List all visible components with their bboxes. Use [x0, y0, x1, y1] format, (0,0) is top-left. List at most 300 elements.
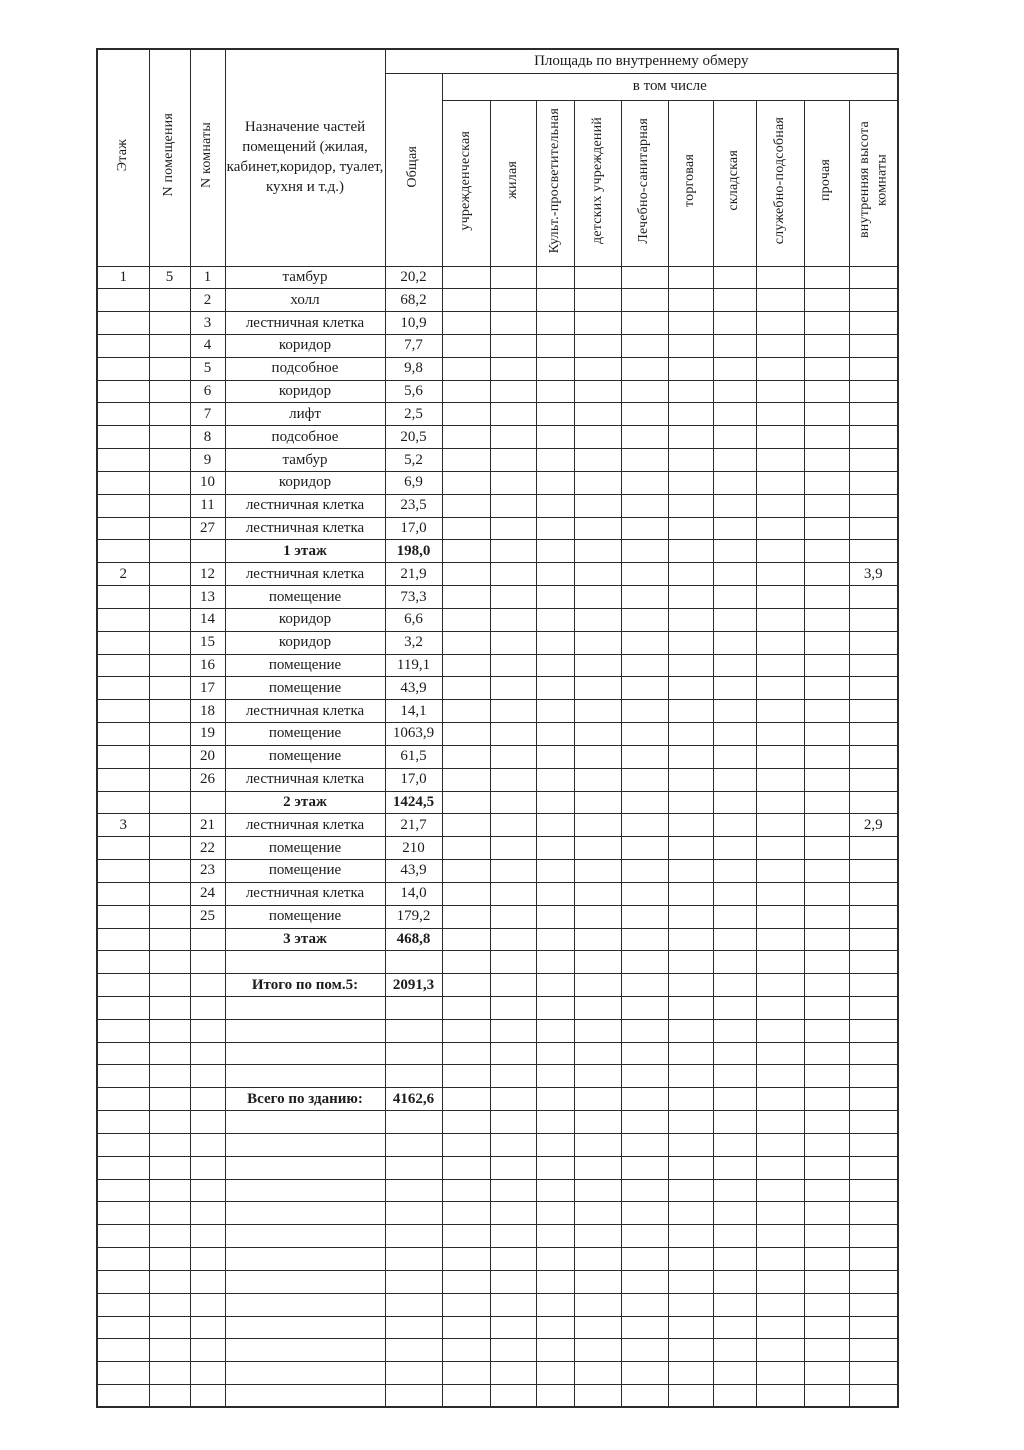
cell-purpose: коридор — [225, 631, 385, 654]
cell-storage-area — [713, 882, 756, 905]
col-header-total-area-label: Общая — [405, 146, 421, 188]
table-row — [97, 1019, 898, 1042]
cell-medical-area — [621, 1065, 668, 1088]
cell-trade-area — [668, 791, 713, 814]
table-row — [97, 608, 898, 631]
cell-floor — [97, 1339, 149, 1362]
cell-trade-area — [668, 631, 713, 654]
cell-room-no: 14 — [190, 608, 225, 631]
cell-total-area: 10,9 — [385, 312, 442, 335]
cell-cultural-area — [536, 700, 574, 723]
cell-service-area — [756, 312, 804, 335]
cell-room-height — [849, 1111, 898, 1134]
cell-room-no: 23 — [190, 860, 225, 883]
cell-other-area — [804, 654, 849, 677]
col-header-residential — [490, 100, 536, 266]
cell-floor — [97, 1202, 149, 1225]
cell-medical-area — [621, 1111, 668, 1134]
cell-storage-area — [713, 1270, 756, 1293]
cell-trade-area — [668, 517, 713, 540]
cell-purpose: помещение — [225, 860, 385, 883]
cell-room-height — [849, 1065, 898, 1088]
table-row — [97, 426, 898, 449]
cell-cultural-area — [536, 677, 574, 700]
cell-cultural-area — [536, 403, 574, 426]
cell-cultural-area — [536, 1362, 574, 1385]
cell-children-area — [574, 403, 621, 426]
cell-residential-area — [490, 289, 536, 312]
cell-medical-area — [621, 1156, 668, 1179]
table-row — [97, 1065, 898, 1088]
cell-service-area — [756, 608, 804, 631]
cell-room-no — [190, 1156, 225, 1179]
cell-cultural-area — [536, 745, 574, 768]
cell-children-area — [574, 289, 621, 312]
cell-trade-area — [668, 1293, 713, 1316]
cell-children-area — [574, 1019, 621, 1042]
cell-other-area — [804, 517, 849, 540]
cell-children-area — [574, 768, 621, 791]
cell-total-area: 61,5 — [385, 745, 442, 768]
cell-room-no: 15 — [190, 631, 225, 654]
cell-storage-area — [713, 1088, 756, 1111]
cell-other-area — [804, 471, 849, 494]
cell-room-height — [849, 289, 898, 312]
cell-trade-area — [668, 494, 713, 517]
table-row — [97, 1293, 898, 1316]
cell-premise-no — [149, 951, 190, 974]
cell-office-area — [442, 745, 490, 768]
cell-other-area — [804, 357, 849, 380]
cell-other-area — [804, 1362, 849, 1385]
cell-service-area — [756, 494, 804, 517]
cell-children-area — [574, 1385, 621, 1408]
table-row — [97, 266, 898, 289]
cell-total-area: 198,0 — [385, 540, 442, 563]
cell-children-area — [574, 1202, 621, 1225]
cell-residential-area — [490, 403, 536, 426]
cell-other-area — [804, 1156, 849, 1179]
cell-room-height — [849, 1088, 898, 1111]
cell-service-area — [756, 1156, 804, 1179]
cell-room-height — [849, 974, 898, 997]
cell-storage-area — [713, 700, 756, 723]
cell-cultural-area — [536, 449, 574, 472]
table-row — [97, 1339, 898, 1362]
cell-cultural-area — [536, 1339, 574, 1362]
cell-service-area — [756, 1248, 804, 1271]
cell-residential-area — [490, 266, 536, 289]
cell-residential-area — [490, 471, 536, 494]
cell-room-no — [190, 540, 225, 563]
cell-premise-no: 5 — [149, 266, 190, 289]
cell-trade-area — [668, 1385, 713, 1408]
cell-children-area — [574, 312, 621, 335]
cell-storage-area — [713, 289, 756, 312]
cell-residential-area — [490, 540, 536, 563]
cell-children-area — [574, 608, 621, 631]
cell-room-no — [190, 1270, 225, 1293]
cell-total-area: 17,0 — [385, 517, 442, 540]
cell-storage-area — [713, 1202, 756, 1225]
cell-other-area — [804, 449, 849, 472]
cell-residential-area — [490, 905, 536, 928]
cell-floor — [97, 403, 149, 426]
cell-storage-area — [713, 586, 756, 609]
cell-room-height — [849, 700, 898, 723]
cell-cultural-area — [536, 1019, 574, 1042]
cell-total-area — [385, 1202, 442, 1225]
cell-cultural-area — [536, 814, 574, 837]
cell-children-area — [574, 1293, 621, 1316]
cell-office-area — [442, 426, 490, 449]
cell-cultural-area — [536, 791, 574, 814]
cell-room-height — [849, 928, 898, 951]
cell-children-area — [574, 540, 621, 563]
cell-trade-area — [668, 312, 713, 335]
cell-cultural-area — [536, 654, 574, 677]
table-row — [97, 494, 898, 517]
cell-other-area — [804, 700, 849, 723]
col-header-premise-no — [149, 49, 190, 266]
cell-premise-no — [149, 882, 190, 905]
cell-trade-area — [668, 677, 713, 700]
cell-other-area — [804, 1019, 849, 1042]
cell-total-area — [385, 997, 442, 1020]
cell-premise-no — [149, 837, 190, 860]
table-row — [97, 631, 898, 654]
cell-children-area — [574, 426, 621, 449]
cell-other-area — [804, 380, 849, 403]
cell-floor — [97, 700, 149, 723]
cell-children-area — [574, 1339, 621, 1362]
cell-children-area — [574, 517, 621, 540]
cell-other-area — [804, 951, 849, 974]
cell-premise-no — [149, 449, 190, 472]
cell-purpose: лифт — [225, 403, 385, 426]
cell-other-area — [804, 563, 849, 586]
cell-service-area — [756, 1019, 804, 1042]
cell-office-area — [442, 860, 490, 883]
col-header-room-inner-height-label: внутренняя высота комнаты — [856, 121, 890, 239]
cell-trade-area — [668, 905, 713, 928]
cell-premise-no — [149, 928, 190, 951]
cell-room-no — [190, 1019, 225, 1042]
table-row — [97, 837, 898, 860]
cell-office-area — [442, 997, 490, 1020]
cell-residential-area — [490, 1019, 536, 1042]
cell-residential-area — [490, 700, 536, 723]
table-row — [97, 905, 898, 928]
cell-children-area — [574, 860, 621, 883]
cell-total-area: 1424,5 — [385, 791, 442, 814]
cell-medical-area — [621, 334, 668, 357]
cell-premise-no — [149, 1179, 190, 1202]
cell-room-no: 25 — [190, 905, 225, 928]
cell-purpose: тамбур — [225, 449, 385, 472]
cell-storage-area — [713, 951, 756, 974]
cell-service-area — [756, 1065, 804, 1088]
cell-room-no: 18 — [190, 700, 225, 723]
col-header-cultural — [536, 100, 574, 266]
cell-premise-no — [149, 768, 190, 791]
col-header-floor-label: Этаж — [115, 139, 131, 172]
cell-children-area — [574, 494, 621, 517]
cell-medical-area — [621, 494, 668, 517]
cell-medical-area — [621, 928, 668, 951]
cell-other-area — [804, 334, 849, 357]
cell-medical-area — [621, 1133, 668, 1156]
col-header-medical-sanitary — [621, 100, 668, 266]
col-header-service-auxiliary — [756, 100, 804, 266]
cell-other-area — [804, 997, 849, 1020]
cell-office-area — [442, 1179, 490, 1202]
cell-service-area — [756, 563, 804, 586]
cell-office-area — [442, 289, 490, 312]
col-header-storage-label: складская — [726, 150, 742, 211]
cell-medical-area — [621, 1225, 668, 1248]
cell-purpose: лестничная клетка — [225, 882, 385, 905]
cell-other-area — [804, 266, 849, 289]
table-row — [97, 814, 898, 837]
cell-medical-area — [621, 654, 668, 677]
cell-floor — [97, 357, 149, 380]
cell-storage-area — [713, 563, 756, 586]
cell-children-area — [574, 882, 621, 905]
cell-medical-area — [621, 905, 668, 928]
col-header-room-inner-height — [849, 100, 898, 266]
cell-other-area — [804, 494, 849, 517]
cell-cultural-area — [536, 723, 574, 746]
cell-room-no: 21 — [190, 814, 225, 837]
cell-floor — [97, 1019, 149, 1042]
cell-total-area: 1063,9 — [385, 723, 442, 746]
cell-medical-area — [621, 860, 668, 883]
cell-total-area: 4162,6 — [385, 1088, 442, 1111]
table-row — [97, 1088, 898, 1111]
cell-purpose — [225, 1225, 385, 1248]
cell-residential-area — [490, 380, 536, 403]
cell-purpose — [225, 951, 385, 974]
cell-premise-no — [149, 997, 190, 1020]
cell-residential-area — [490, 837, 536, 860]
cell-storage-area — [713, 814, 756, 837]
cell-children-area — [574, 905, 621, 928]
cell-room-height — [849, 951, 898, 974]
cell-purpose: помещение — [225, 837, 385, 860]
cell-total-area: 20,2 — [385, 266, 442, 289]
cell-premise-no — [149, 791, 190, 814]
cell-floor — [97, 449, 149, 472]
cell-residential-area — [490, 517, 536, 540]
cell-floor — [97, 1270, 149, 1293]
cell-residential-area — [490, 1385, 536, 1408]
cell-room-no: 11 — [190, 494, 225, 517]
cell-floor — [97, 1385, 149, 1408]
cell-office-area — [442, 471, 490, 494]
cell-cultural-area — [536, 289, 574, 312]
cell-cultural-area — [536, 928, 574, 951]
cell-other-area — [804, 974, 849, 997]
cell-cultural-area — [536, 426, 574, 449]
cell-medical-area — [621, 563, 668, 586]
table-row — [97, 403, 898, 426]
cell-floor — [97, 1088, 149, 1111]
cell-total-area — [385, 1293, 442, 1316]
cell-floor — [97, 471, 149, 494]
cell-purpose: помещение — [225, 745, 385, 768]
cell-total-area: 2091,3 — [385, 974, 442, 997]
cell-room-height — [849, 654, 898, 677]
cell-trade-area — [668, 1065, 713, 1088]
cell-cultural-area — [536, 631, 574, 654]
cell-office-area — [442, 494, 490, 517]
cell-other-area — [804, 882, 849, 905]
cell-premise-no — [149, 1202, 190, 1225]
cell-room-no: 20 — [190, 745, 225, 768]
cell-trade-area — [668, 768, 713, 791]
cell-children-area — [574, 334, 621, 357]
cell-room-no — [190, 791, 225, 814]
cell-total-area: 14,1 — [385, 700, 442, 723]
cell-room-no: 17 — [190, 677, 225, 700]
cell-office-area — [442, 631, 490, 654]
cell-cultural-area — [536, 860, 574, 883]
cell-medical-area — [621, 1270, 668, 1293]
cell-storage-area — [713, 608, 756, 631]
cell-storage-area — [713, 540, 756, 563]
cell-floor — [97, 1362, 149, 1385]
table-row — [97, 380, 898, 403]
cell-children-area — [574, 1133, 621, 1156]
cell-room-height — [849, 471, 898, 494]
cell-floor — [97, 791, 149, 814]
cell-storage-area — [713, 768, 756, 791]
cell-room-no: 24 — [190, 882, 225, 905]
cell-residential-area — [490, 974, 536, 997]
cell-service-area — [756, 1225, 804, 1248]
cell-children-area — [574, 951, 621, 974]
cell-total-area: 6,6 — [385, 608, 442, 631]
cell-service-area — [756, 1202, 804, 1225]
cell-cultural-area — [536, 1133, 574, 1156]
cell-children-area — [574, 266, 621, 289]
cell-floor — [97, 608, 149, 631]
cell-service-area — [756, 1042, 804, 1065]
cell-total-area — [385, 1248, 442, 1271]
cell-purpose: Итого по пом.5: — [225, 974, 385, 997]
table-row — [97, 723, 898, 746]
cell-other-area — [804, 1316, 849, 1339]
cell-cultural-area — [536, 1156, 574, 1179]
cell-purpose — [225, 1362, 385, 1385]
cell-purpose: помещение — [225, 654, 385, 677]
cell-cultural-area — [536, 1111, 574, 1134]
cell-premise-no — [149, 654, 190, 677]
cell-room-height — [849, 312, 898, 335]
cell-room-no — [190, 1248, 225, 1271]
cell-residential-area — [490, 1293, 536, 1316]
table-row — [97, 334, 898, 357]
cell-children-area — [574, 837, 621, 860]
cell-service-area — [756, 403, 804, 426]
cell-purpose — [225, 1042, 385, 1065]
cell-other-area — [804, 403, 849, 426]
cell-residential-area — [490, 997, 536, 1020]
cell-children-area — [574, 1316, 621, 1339]
cell-storage-area — [713, 334, 756, 357]
col-header-office — [442, 100, 490, 266]
cell-other-area — [804, 1088, 849, 1111]
cell-cultural-area — [536, 380, 574, 403]
cell-floor — [97, 1179, 149, 1202]
cell-room-height — [849, 723, 898, 746]
table-row — [97, 677, 898, 700]
cell-floor — [97, 951, 149, 974]
cell-room-no — [190, 974, 225, 997]
cell-service-area — [756, 1339, 804, 1362]
table-row — [97, 1225, 898, 1248]
cell-office-area — [442, 586, 490, 609]
cell-medical-area — [621, 745, 668, 768]
cell-floor — [97, 974, 149, 997]
cell-trade-area — [668, 974, 713, 997]
cell-cultural-area — [536, 1088, 574, 1111]
cell-other-area — [804, 1248, 849, 1271]
col-header-storage — [713, 100, 756, 266]
cell-other-area — [804, 768, 849, 791]
cell-storage-area — [713, 837, 756, 860]
cell-premise-no — [149, 1248, 190, 1271]
cell-room-height: 2,9 — [849, 814, 898, 837]
col-header-premise-no-label: N помещения — [161, 113, 177, 197]
cell-floor: 3 — [97, 814, 149, 837]
cell-purpose: помещение — [225, 677, 385, 700]
cell-medical-area — [621, 677, 668, 700]
cell-trade-area — [668, 1248, 713, 1271]
cell-room-no — [190, 1385, 225, 1408]
cell-service-area — [756, 951, 804, 974]
cell-other-area — [804, 1270, 849, 1293]
cell-service-area — [756, 677, 804, 700]
cell-cultural-area — [536, 540, 574, 563]
cell-other-area — [804, 814, 849, 837]
table-row — [97, 860, 898, 883]
cell-residential-area — [490, 357, 536, 380]
cell-trade-area — [668, 403, 713, 426]
cell-children-area — [574, 586, 621, 609]
cell-purpose — [225, 1270, 385, 1293]
cell-floor: 2 — [97, 563, 149, 586]
cell-cultural-area — [536, 1065, 574, 1088]
col-header-service-auxiliary-label: служебно-подсобная — [771, 116, 787, 245]
cell-medical-area — [621, 768, 668, 791]
cell-room-height — [849, 1362, 898, 1385]
cell-residential-area — [490, 1065, 536, 1088]
cell-floor — [97, 1042, 149, 1065]
cell-office-area — [442, 540, 490, 563]
cell-storage-area — [713, 745, 756, 768]
table-header — [97, 49, 898, 266]
cell-total-area — [385, 1362, 442, 1385]
cell-total-area — [385, 1042, 442, 1065]
cell-purpose: помещение — [225, 586, 385, 609]
cell-children-area — [574, 1088, 621, 1111]
cell-children-area — [574, 563, 621, 586]
cell-residential-area — [490, 1202, 536, 1225]
cell-service-area — [756, 380, 804, 403]
cell-office-area — [442, 266, 490, 289]
